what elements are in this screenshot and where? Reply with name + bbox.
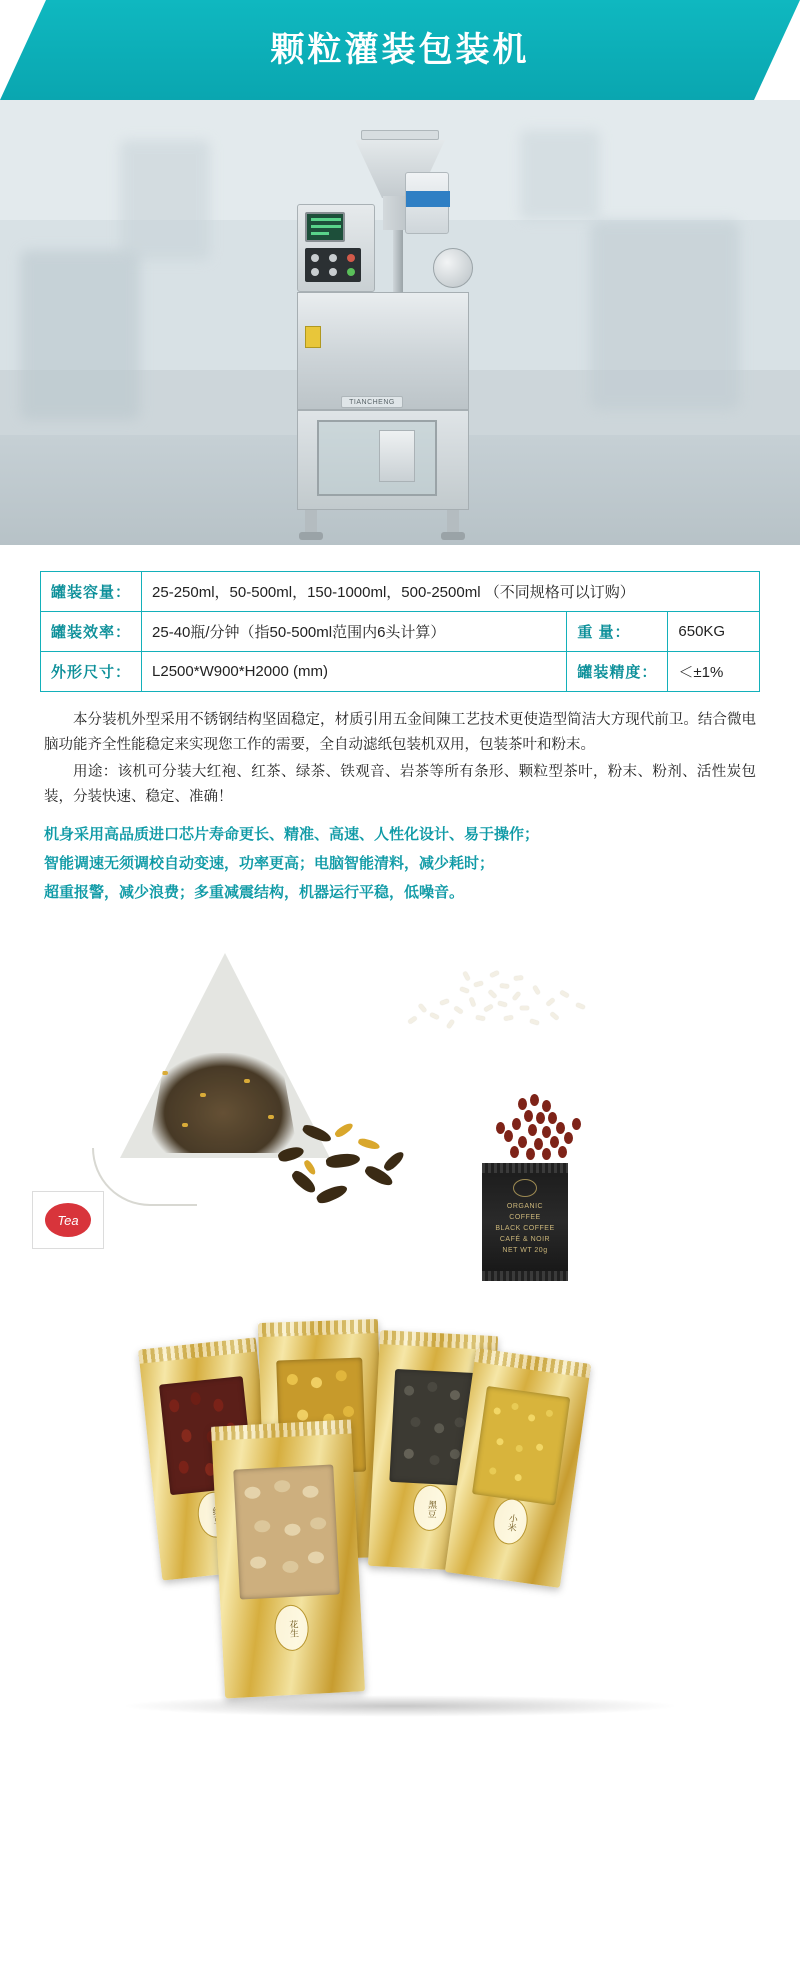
red-bean xyxy=(510,1146,519,1158)
teabag-paper-label xyxy=(32,1191,104,1249)
rice-grain xyxy=(418,1003,427,1012)
spec-label-weight: 重 量： xyxy=(567,612,668,652)
machine-button-2 xyxy=(329,254,337,262)
machine-button-pad xyxy=(305,248,361,282)
seed xyxy=(515,1473,523,1481)
seed xyxy=(450,1449,461,1460)
red-bean xyxy=(528,1124,537,1136)
sachet-line-5: NET WT 20g xyxy=(502,1247,548,1254)
sachet-bottom-seal xyxy=(482,1271,568,1281)
spec-label-dimensions: 外形尺寸： xyxy=(41,652,142,692)
bag-contents-peanut xyxy=(233,1464,340,1600)
hero-bg-object-3 xyxy=(590,220,740,410)
bag-brand-oval xyxy=(412,1484,448,1532)
table-row xyxy=(41,652,760,692)
red-bean xyxy=(572,1118,581,1130)
feature-line-3: 超重报警，减少浪费；多重减震结构，机器运行平稳，低噪音。 xyxy=(44,884,465,901)
red-bean xyxy=(530,1094,539,1106)
machine-warning-label xyxy=(305,326,321,348)
seed xyxy=(254,1520,271,1533)
machine-foot-left xyxy=(299,532,323,540)
rice-grain xyxy=(576,1002,586,1009)
tea-leaf xyxy=(382,1149,406,1173)
seed xyxy=(169,1399,180,1413)
seed xyxy=(302,1486,319,1499)
red-bean xyxy=(512,1118,521,1130)
sachet-line-2: COFFEE xyxy=(509,1214,541,1221)
bag-window xyxy=(472,1386,570,1505)
product-samples-photo-1 xyxy=(0,933,800,1303)
rice-grain xyxy=(498,1001,508,1007)
hero-bg-object-1 xyxy=(20,250,140,420)
bags-shadow xyxy=(120,1695,680,1717)
seed xyxy=(308,1551,325,1564)
seed xyxy=(178,1460,189,1474)
spec-value-accuracy: ＜±1% xyxy=(668,652,760,692)
seed xyxy=(287,1374,298,1385)
teabag-label-text: Tea xyxy=(45,1203,91,1237)
description-paragraph-2: 用途：该机可分装大红袍、红茶、绿茶、铁观音、岩茶等所有条形、颗粒型茶叶，粉末、粉剂、活性炭包装，分装快速、稳定、准确！ xyxy=(44,764,756,805)
rice-grain xyxy=(560,990,570,998)
machine-top-module xyxy=(405,172,449,234)
description-block xyxy=(0,692,800,810)
seed xyxy=(310,1517,327,1530)
hero-bg-object-4 xyxy=(520,130,600,220)
seed xyxy=(455,1417,466,1428)
screen-line-3 xyxy=(311,232,329,235)
rice-grain xyxy=(446,1019,454,1029)
red-bean xyxy=(504,1130,513,1142)
seed xyxy=(449,1390,460,1401)
red-bean xyxy=(526,1148,535,1160)
spec-value-dimensions: L2500*W900*H2000 (mm) xyxy=(142,652,567,692)
red-bean xyxy=(518,1136,527,1148)
rice-grain xyxy=(460,987,470,994)
seed xyxy=(180,1429,191,1443)
loose-tea-leaves xyxy=(272,1118,422,1228)
machine-button-5 xyxy=(329,268,337,276)
spec-value-capacity: 25-250ml，50-500ml，150-1000ml，500-2500ml （不同规格可以订购） xyxy=(142,572,760,612)
tea-leaf xyxy=(325,1152,360,1170)
red-bean xyxy=(496,1122,505,1134)
feature-line-2: 智能调速无须调校自动变速，功率更高；电脑智能清料，减少耗时； xyxy=(44,855,495,872)
machine-brand-plate: TIANCHENG xyxy=(341,396,403,408)
description-paragraph-1: 本分装机外型采用不锈钢结构坚固稳定，材质引用五金间陳工艺技术更使造型简洁大方现代前卫。结合微电脑功能齐全性能稳定来实现您工作的需要，全自动滤纸包装机双用，包装茶叶和粉末。 xyxy=(44,712,756,753)
spec-label-accuracy: 罐装精度： xyxy=(567,652,668,692)
packaging-machine-illustration xyxy=(283,130,523,520)
tea-leaf xyxy=(301,1123,333,1144)
machine-button-1 xyxy=(311,254,319,262)
seed xyxy=(244,1486,261,1499)
sachet-text xyxy=(482,1201,568,1256)
sachet-top-seal xyxy=(482,1163,568,1173)
tea-leaf xyxy=(315,1182,349,1206)
rice-grain xyxy=(484,1004,494,1012)
bag-brand-oval xyxy=(490,1496,530,1546)
rice-grain xyxy=(514,976,523,981)
machine-glass-window xyxy=(317,420,437,496)
rice-grain xyxy=(490,970,500,977)
bag-top-seal xyxy=(474,1348,591,1378)
spec-label-efficiency: 罐装效率： xyxy=(41,612,142,652)
sachet-line-3: BLACK COFFEE xyxy=(495,1225,555,1232)
seed xyxy=(297,1410,308,1421)
rice-grain xyxy=(469,997,476,1007)
sachet-line-1: ORGANIC xyxy=(506,1203,544,1210)
rice-grain xyxy=(463,971,471,981)
seed xyxy=(343,1406,354,1417)
rice-grain xyxy=(530,1019,540,1026)
seed xyxy=(545,1410,553,1418)
tea-flower-petal xyxy=(334,1121,355,1139)
machine-leg-left xyxy=(305,510,317,534)
machine-button-3 xyxy=(347,254,355,262)
red-bean xyxy=(564,1132,573,1144)
red-bean xyxy=(536,1112,545,1124)
tea-leaf xyxy=(277,1144,305,1163)
spec-value-efficiency: 25-40瓶/分钟（指50-500ml范围内6头计算） xyxy=(142,612,567,652)
seed xyxy=(335,1370,346,1381)
bag-top-seal xyxy=(138,1337,257,1363)
spec-table-wrapper xyxy=(0,545,800,692)
rice-grain xyxy=(476,1015,486,1021)
tea-flower-petal xyxy=(303,1159,318,1176)
seed xyxy=(488,1467,496,1475)
specification-table xyxy=(40,571,760,692)
red-bean xyxy=(518,1098,527,1110)
seed xyxy=(434,1423,445,1434)
seed xyxy=(213,1398,224,1412)
rice-grain xyxy=(550,1012,559,1021)
seed xyxy=(496,1438,504,1446)
bag-window xyxy=(233,1464,340,1600)
rice-grain xyxy=(512,991,521,1000)
red-bean xyxy=(556,1122,565,1134)
seed xyxy=(404,1385,415,1396)
page-banner xyxy=(0,0,800,100)
bag-label-text: 黑豆 xyxy=(426,1500,438,1519)
screen-line-2 xyxy=(311,225,341,228)
bag-brand-oval xyxy=(273,1605,309,1653)
seed xyxy=(429,1454,440,1465)
rice-grain xyxy=(520,1006,529,1010)
red-bean xyxy=(542,1148,551,1160)
machine-button-4 xyxy=(311,268,319,276)
red-bean xyxy=(550,1136,559,1148)
rice-grain xyxy=(546,998,555,1007)
machine-blue-band xyxy=(406,191,450,207)
spec-value-weight: 650KG xyxy=(668,612,760,652)
red-bean xyxy=(542,1126,551,1138)
teabag-string xyxy=(92,1148,197,1206)
product-samples-photo-2 xyxy=(0,1303,800,1723)
machine-foot-right xyxy=(441,532,465,540)
screen-line-1 xyxy=(311,218,341,221)
seed xyxy=(274,1479,291,1492)
seed xyxy=(404,1449,415,1460)
red-bean xyxy=(548,1112,557,1124)
machine-display-screen xyxy=(305,212,345,242)
rice-grain xyxy=(454,1006,464,1014)
seed xyxy=(311,1377,322,1388)
seed xyxy=(428,1382,439,1393)
sachet-line-4: CAFÉ & NOIR xyxy=(499,1236,551,1243)
red-bean xyxy=(534,1138,543,1150)
seed xyxy=(536,1443,544,1451)
rice-grain xyxy=(500,984,509,989)
table-row xyxy=(41,612,760,652)
bag-label-text: 花生 xyxy=(288,1620,300,1639)
rice-grain-pile xyxy=(400,948,600,1058)
bag-contents-millet xyxy=(472,1386,570,1505)
teabag-speck xyxy=(200,1093,206,1097)
page-title: 颗粒灌装包装机 xyxy=(270,31,530,69)
red-bean xyxy=(558,1146,567,1158)
seed xyxy=(282,1560,299,1573)
rice-grain xyxy=(488,989,497,998)
seed xyxy=(410,1417,421,1428)
seed xyxy=(284,1523,301,1536)
seed xyxy=(250,1556,267,1569)
features-block xyxy=(0,812,800,907)
red-bean xyxy=(542,1100,551,1112)
rice-grain xyxy=(408,1016,418,1024)
bag-top-seal xyxy=(258,1319,378,1337)
seed xyxy=(528,1414,536,1422)
gold-bag-peanut xyxy=(211,1420,365,1699)
rice-grain xyxy=(474,981,484,987)
seed xyxy=(511,1403,519,1411)
rice-grain xyxy=(504,1015,514,1021)
red-bean xyxy=(524,1110,533,1122)
seed xyxy=(190,1392,201,1406)
rice-grain xyxy=(533,985,541,995)
seed xyxy=(494,1407,502,1415)
hero-machine-photo xyxy=(0,100,800,545)
hero-bg-object-2 xyxy=(120,140,210,260)
machine-film-roll xyxy=(433,248,473,288)
teabag-speck xyxy=(162,1071,168,1075)
sachet-logo-ring xyxy=(513,1179,537,1197)
machine-hopper-rim xyxy=(361,130,439,140)
bag-label-text: 小米 xyxy=(506,1512,519,1533)
feature-line-1: 机身采用高品质进口芯片寿命更长、精准、高速、人性化设计、易于操作； xyxy=(44,826,540,843)
rice-grain xyxy=(430,1012,440,1019)
seed xyxy=(515,1445,523,1453)
coffee-sachet xyxy=(482,1163,568,1281)
teabag-speck xyxy=(244,1079,250,1083)
spec-label-capacity: 罐装容量： xyxy=(41,572,142,612)
table-row xyxy=(41,572,760,612)
machine-output-bag xyxy=(379,430,415,482)
teabag-speck xyxy=(182,1123,188,1127)
machine-button-6 xyxy=(347,268,355,276)
tea-flower-petal xyxy=(357,1137,380,1150)
machine-leg-right xyxy=(447,510,459,534)
machine-body-upper xyxy=(297,292,469,410)
bag-top-seal xyxy=(380,1330,499,1350)
red-bean-pile xyxy=(478,1078,608,1168)
rice-grain xyxy=(440,999,450,1006)
